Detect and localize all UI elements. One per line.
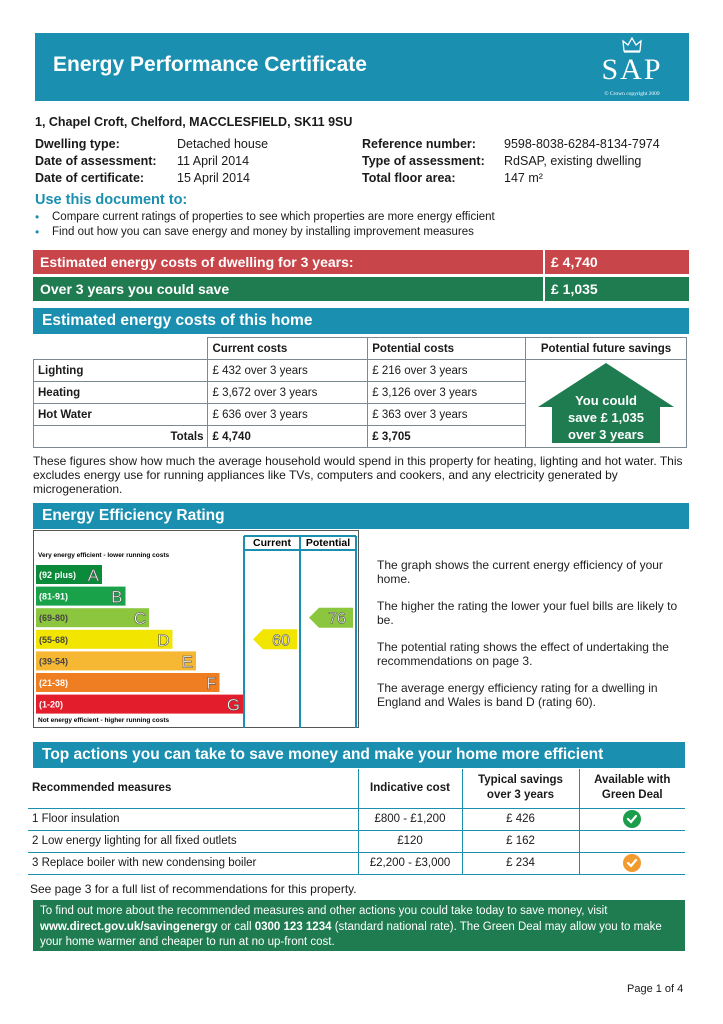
estimated-cost-label: Estimated energy costs of dwelling for 3 years: xyxy=(40,254,354,270)
table-row xyxy=(28,808,685,830)
savingenergy-link[interactable]: www.direct.gov.uk/savingenergy xyxy=(40,920,218,933)
crown-copyright: © Crown copyright 2009 xyxy=(604,91,660,97)
more-info-box xyxy=(33,900,685,951)
bullet-icon: • xyxy=(35,210,40,224)
indicative-cost: £2,200 - £3,000 xyxy=(358,852,462,874)
rating-band-letter: A xyxy=(87,566,99,585)
more-info-text: (standard national rate). The Green Deal may allow you to make your home warmer and cheaper to run at no up-front cost. xyxy=(40,920,662,948)
floor-area-label: Total floor area: xyxy=(362,171,456,185)
indicative-cost: £800 - £1,200 xyxy=(358,808,462,830)
typical-savings: £ 426 xyxy=(462,808,579,830)
reference-value: 9598-8038-6284-8134-7974 xyxy=(504,137,660,151)
column-header: Typical savings over 3 years xyxy=(462,769,579,808)
column-header: Potential future savings xyxy=(526,338,687,360)
page-number: Page 1 of 4 xyxy=(627,983,684,995)
rating-top-note: Very energy efficient - lower running costs xyxy=(38,552,170,559)
rating-band-range: (21-38) xyxy=(39,678,69,688)
potential-rating-value: 76 xyxy=(328,610,346,628)
table-row xyxy=(28,830,685,852)
date-certificate-label: Date of certificate: xyxy=(35,171,145,185)
potential-cost: £ 363 over 3 years xyxy=(368,404,526,426)
date-assessment-label: Date of assessment: xyxy=(35,154,157,168)
column-header: Current costs xyxy=(208,338,368,360)
floor-area-value: 147 m² xyxy=(504,171,543,185)
column-header: Available with Green Deal xyxy=(579,769,685,808)
phone-number: 0300 123 1234 xyxy=(254,920,332,933)
property-address: 1, Chapel Croft, Chelford, MACCLESFIELD, SK11 9SU xyxy=(35,115,353,129)
rating-band-letter: C xyxy=(133,609,146,629)
green-deal-cell xyxy=(579,808,685,830)
rating-explanation: The average energy efficiency rating for a dwelling in England and Wales is band D (rating 60). xyxy=(377,681,658,709)
typical-savings: £ 234 xyxy=(462,852,579,874)
column-header: Recommended measures xyxy=(28,769,358,808)
measure-name: 3 Replace boiler with new condensing boiler xyxy=(28,852,358,874)
savings-value: £ 1,035 xyxy=(543,277,689,301)
row-label: Heating xyxy=(34,382,208,404)
table-row xyxy=(28,852,685,874)
rating-explanation: The potential rating shows the effect of undertaking the recommendations on page 3. xyxy=(377,640,669,668)
more-info-text: To find out more about the recommended measures and other actions you could take today to save money, visit xyxy=(40,905,608,917)
estimated-cost-value: £ 4,740 xyxy=(543,250,689,274)
savings-label: Over 3 years you could save xyxy=(40,281,230,297)
see-page-note: See page 3 for a full list of recommendations for this property. xyxy=(30,882,357,896)
potential-cost: £ 216 over 3 years xyxy=(368,360,526,382)
future-savings-text xyxy=(547,392,665,443)
potential-cost: £ 3,126 over 3 years xyxy=(368,382,526,404)
rating-band-range: (69-80) xyxy=(39,613,69,624)
savings-line: You could xyxy=(575,393,637,408)
use-document-title: Use this document to: xyxy=(35,192,188,208)
rating-explanation: The graph shows the current energy efficiency of your home. xyxy=(377,558,663,586)
reference-label: Reference number: xyxy=(362,137,476,151)
row-label: Lighting xyxy=(34,360,208,382)
savings-line: over 3 years xyxy=(568,427,644,442)
rating-section-title: Energy Efficiency Rating xyxy=(33,503,689,529)
green-deal-cell xyxy=(579,852,685,874)
actions-section-title: Top actions you can take to save money and make your home more efficient xyxy=(33,742,685,768)
green-deal-tick-icon xyxy=(623,854,641,872)
sap-logo-text: SAP xyxy=(601,53,663,86)
row-label: Hot Water xyxy=(34,404,208,426)
type-assessment-value: RdSAP, existing dwelling xyxy=(504,154,642,168)
rating-band-letter: B xyxy=(111,587,123,607)
rating-band-letter: F xyxy=(206,674,217,693)
rating-band-range: (1-20) xyxy=(39,699,64,710)
rating-band-letter: G xyxy=(226,695,240,715)
totals-potential: £ 3,705 xyxy=(368,426,526,448)
totals-label: Totals xyxy=(34,426,208,448)
measure-name: 1 Floor insulation xyxy=(28,808,358,830)
current-cost: £ 636 over 3 years xyxy=(208,404,368,426)
potential-column-header: Potential xyxy=(305,537,351,549)
bullet-icon: • xyxy=(35,225,40,239)
typical-savings: £ 162 xyxy=(462,830,579,852)
rating-band-range: (81-91) xyxy=(39,591,69,602)
energy-rating-chart xyxy=(33,530,359,728)
table-header-row xyxy=(28,769,685,808)
actions-table xyxy=(28,769,685,875)
current-cost: £ 3,672 over 3 years xyxy=(208,382,368,404)
date-assessment-value: 11 April 2014 xyxy=(177,154,250,168)
crown-icon xyxy=(622,37,642,53)
page-title: Energy Performance Certificate xyxy=(53,53,367,76)
savings-bar xyxy=(33,277,689,301)
sap-logo xyxy=(589,37,675,97)
table-header-row xyxy=(34,338,687,360)
list-item: • Find out how you can save energy and money by installing improvement measures xyxy=(35,225,474,239)
rating-band-range: (55-68) xyxy=(39,634,69,645)
type-assessment-label: Type of assessment: xyxy=(362,154,485,168)
rating-band-letter: E xyxy=(181,652,193,672)
dwelling-type-value: Detached house xyxy=(177,137,269,151)
column-header: Indicative cost xyxy=(358,769,462,808)
column-header: Potential costs xyxy=(368,338,526,360)
current-rating-value: 60 xyxy=(272,632,290,650)
green-deal-cell xyxy=(579,830,685,852)
certificate-header xyxy=(35,33,689,101)
rating-band-g xyxy=(36,695,243,714)
estimated-cost-bar xyxy=(33,250,689,274)
savings-line: save £ 1,035 xyxy=(568,410,644,425)
rating-band-range: (92 plus) xyxy=(39,570,77,580)
date-certificate-value: 15 April 2014 xyxy=(177,171,250,185)
measure-name: 2 Low energy lighting for all fixed outlets xyxy=(28,830,358,852)
costs-section-title: Estimated energy costs of this home xyxy=(33,308,689,334)
use-document-list xyxy=(35,211,495,241)
more-info-text: or call xyxy=(217,920,255,933)
totals-current: £ 4,740 xyxy=(208,426,368,448)
rating-band-letter: D xyxy=(157,630,170,650)
costs-note: These figures show how much the average household would spend in this property for heating, lighting and hot water. This excludes energy use for running appliances like TVs, computers and cookers, and any electricity generated by microgeneration. xyxy=(33,454,683,496)
rating-bottom-note: Not energy efficient - higher running costs xyxy=(38,717,170,724)
current-cost: £ 432 over 3 years xyxy=(208,360,368,382)
rating-explanation: The higher the rating the lower your fuel bills are likely to be. xyxy=(377,599,678,627)
rating-band-range: (39-54) xyxy=(39,656,69,667)
indicative-cost: £120 xyxy=(358,830,462,852)
table-corner xyxy=(34,338,208,360)
list-item: • Compare current ratings of properties to see which properties are more energy efficient xyxy=(35,210,495,224)
dwelling-type-label: Dwelling type: xyxy=(35,137,120,151)
current-column-header: Current xyxy=(253,537,291,549)
green-deal-tick-icon xyxy=(623,810,641,828)
